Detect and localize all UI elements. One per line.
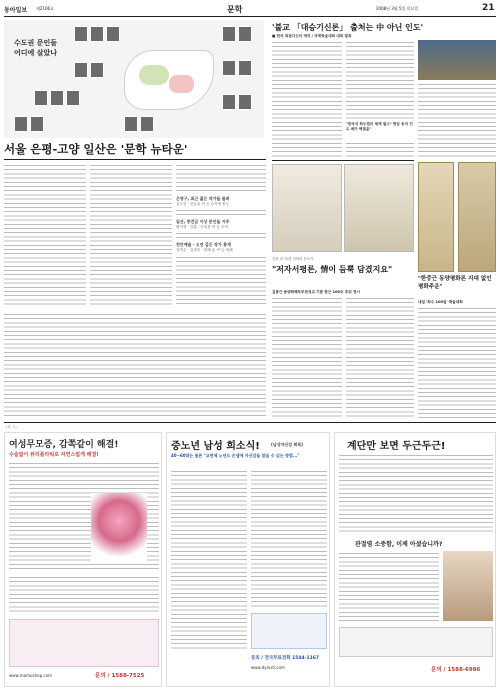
masthead	[4, 2, 496, 16]
ad-joint-sub: 관절염 소중함, 이제 아셨습니까?	[355, 541, 443, 548]
mid-story-rule	[272, 160, 414, 161]
writer-photo	[30, 116, 44, 132]
flower-graphic	[91, 493, 147, 563]
side-story-body-col1	[272, 40, 342, 158]
mid-story-body-col2	[346, 296, 414, 418]
ad-men-phone: 문의 / 전국무료전화 1544-1167	[251, 656, 320, 661]
highlight-4: 황석영 · 김훈 · 은희경 씨 등 모여	[176, 225, 228, 229]
writer-photo	[140, 116, 154, 132]
highlight-2: 김도언 · 신동옥 씨 등 습작에 몰두	[176, 202, 230, 206]
scroll-painting	[418, 162, 454, 272]
ad-men-box	[251, 613, 327, 649]
temple-photo-caption	[418, 82, 496, 158]
ad-joint-phone: 문의 / 1588-6986	[431, 667, 481, 673]
writer-photo	[66, 90, 80, 106]
issue-date: 2008년 3월 5일 목요일	[376, 6, 419, 11]
headline-rule	[4, 159, 266, 160]
right-story-headline: "한중근 동양평화론 지대 없인 평화주운"	[418, 276, 492, 290]
side-story-headline: '불교 「대승기신론」 출처는 中 아닌 인도'	[272, 22, 424, 32]
paper-name: 동아일보	[4, 7, 28, 14]
ad-joint-body-2	[339, 551, 439, 621]
writer-photo	[14, 116, 28, 132]
right-story-sub: 내일 '최수 100일' 학술대회	[418, 300, 463, 304]
mid-story-body-col1	[272, 296, 342, 418]
writers-map-graphic	[4, 20, 264, 138]
side-story-body-col2	[346, 40, 414, 158]
painting-photo-1	[272, 164, 342, 252]
mid-story-kicker: 김용 의 '동양 서화의 본보기'	[272, 257, 315, 261]
masthead-rule	[4, 16, 496, 17]
writer-photo	[222, 60, 236, 76]
highlight-5: 천안예술 · 오연 같은 작가 통계	[176, 242, 231, 247]
ad-joint-headline: 계단만 보면 두근두근!	[347, 441, 446, 452]
ad-hair-product-box	[9, 619, 159, 667]
highlight-6: 김연수 · 김경욱 · 편혜 수 씨 등 비례	[176, 248, 233, 252]
highlight-3: 일산, 중견급 이상 문인들 거주	[176, 219, 230, 224]
ad-joint-body	[339, 453, 493, 533]
mid-story-sub: 김봉근 동양화백부부천성교 기론 한근 100주 추위 전시	[272, 290, 360, 294]
temple-photo	[418, 40, 496, 80]
writer-photo	[90, 62, 104, 78]
writer-photo	[90, 26, 104, 42]
top-story-highlights	[176, 163, 266, 307]
side-story-box-text: "한국식 화두법의 체계 필수" 현암 송석 인도 메카 해결을"	[346, 122, 413, 131]
writer-photo	[238, 60, 252, 76]
top-story-body-tail	[4, 312, 266, 418]
ad-section-rule	[4, 422, 496, 423]
writer-photo	[238, 94, 252, 110]
side-story-box	[346, 122, 414, 140]
scroll-painting	[458, 162, 496, 272]
writer-photo	[222, 26, 236, 42]
ad-joint-box	[339, 627, 493, 657]
ad-hair-url[interactable]: www.mamushop.com	[9, 673, 52, 678]
highlight-1: 은평구, 최근 젊은 작가들 몰려	[176, 196, 230, 201]
issue-number: 제2106호	[36, 6, 54, 11]
ad-hair-headline: 여성무모증, 감쪽같이 해결!	[9, 440, 119, 450]
ad-label: (광 고)	[6, 425, 17, 429]
writer-photo	[74, 62, 88, 78]
writer-photo	[106, 26, 120, 42]
writer-photo	[50, 90, 64, 106]
writer-photo	[238, 26, 252, 42]
ad-hair-phone: 문의 / 1588-7525	[95, 673, 145, 679]
writer-photo	[34, 90, 48, 106]
ad-men-url[interactable]: www.dyinsti.com	[251, 665, 285, 670]
top-story-body-col2	[90, 163, 172, 307]
ad-men-body-col1	[171, 469, 247, 649]
ad-hair-body-2	[9, 575, 159, 615]
writer-photo	[124, 116, 138, 132]
ad-joint	[334, 432, 496, 687]
mid-story-headline: "저자서평론, 情이 듬뿍 담겼지요"	[272, 264, 393, 274]
top-story-headline: 서울 은평-고양 일산은 '문학 뉴타운'	[4, 142, 188, 156]
writer-photo	[74, 26, 88, 42]
right-story-body	[418, 306, 496, 418]
page-number: 21	[482, 3, 495, 13]
writer-photo	[222, 94, 236, 110]
ad-men-sub: 40~60대는 물론 "교련제 노년도 손샘에 자신감을 찾을 수 있는 방법..."	[171, 453, 300, 458]
ad-men-body-col2	[251, 469, 327, 609]
side-story-sub: ■ 한국 최첨다신의 역작 / 국제학술대회 대회 발표	[272, 34, 352, 38]
top-story-body-col1	[4, 163, 86, 307]
painting-photo-2	[344, 164, 414, 252]
ad-men-tag: (남성자신감 회복)	[271, 442, 304, 447]
ad-hair	[4, 432, 162, 687]
ad-men-headline: 중노년 남성 희소식!	[171, 441, 260, 452]
section-title: 문학	[227, 5, 243, 14]
ad-hair-sub: 수술없이 뷰티플라워로 자연스럽게 해결!	[9, 452, 99, 458]
ad-men	[166, 432, 330, 687]
joint-photo	[443, 551, 493, 621]
map-overline: 수도권 문인들 어디에 살았나	[14, 39, 58, 57]
